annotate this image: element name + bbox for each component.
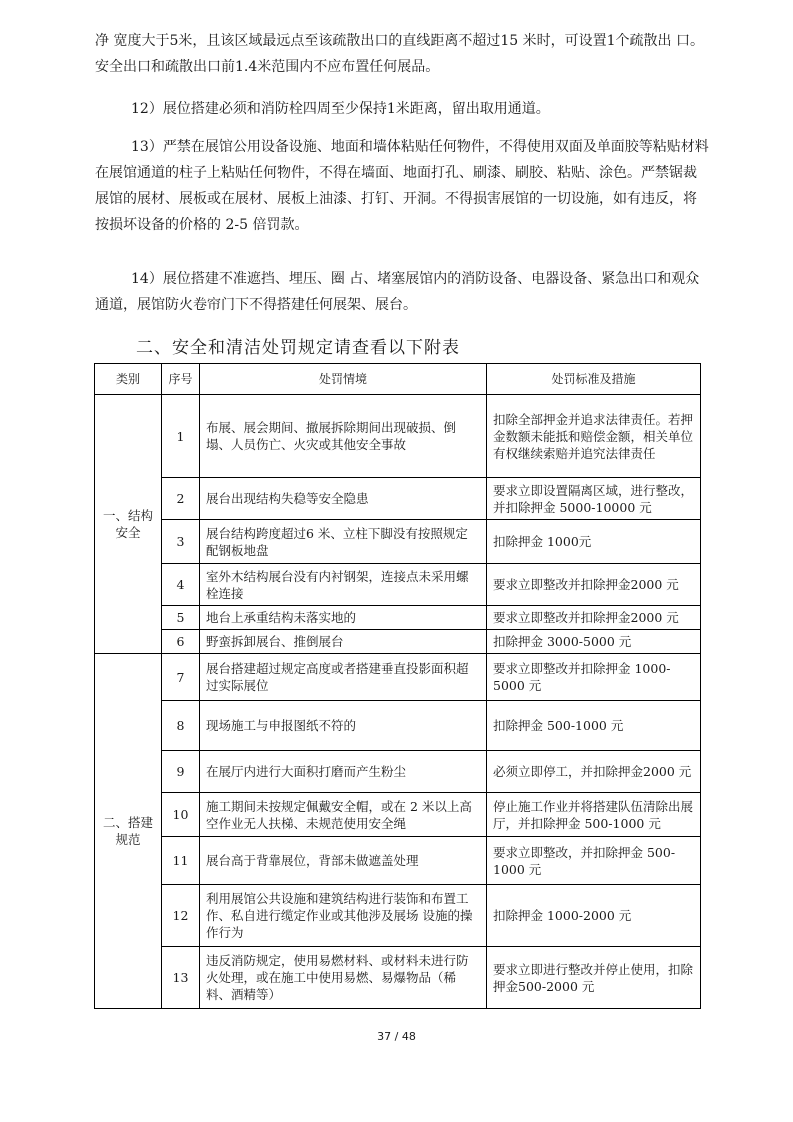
table-row bbox=[95, 654, 701, 701]
row-number: 5 bbox=[162, 606, 200, 630]
table-row bbox=[95, 606, 701, 630]
table-row bbox=[95, 885, 701, 947]
row-number: 6 bbox=[162, 630, 200, 654]
category-structural-safety: 一、结构安全 bbox=[95, 395, 162, 654]
table-row bbox=[95, 793, 701, 837]
header-category: 类别 bbox=[95, 364, 162, 395]
row-number: 12 bbox=[162, 885, 200, 947]
section-heading: 二、安全和清洁处罚规定请查看以下附表 bbox=[136, 338, 460, 358]
row-situation: 利用展馆公共设施和建筑结构进行装饰和布置工作、私自进行缆定作业或其他涉及展场 设施的操作行为 bbox=[200, 885, 487, 947]
row-penalty: 必须立即停工，并扣除押金2000 元 bbox=[487, 751, 701, 793]
row-situation: 室外木结构展台没有内衬钢架，连接点未采用螺栓连接 bbox=[200, 564, 487, 606]
page-number: 37 / 48 bbox=[377, 1030, 416, 1043]
table-row bbox=[95, 478, 701, 520]
row-penalty: 要求立即整改并扣除押金2000 元 bbox=[487, 606, 701, 630]
table-row bbox=[95, 630, 701, 654]
row-number: 7 bbox=[162, 654, 200, 701]
table-row bbox=[95, 751, 701, 793]
table-row bbox=[95, 395, 701, 478]
row-situation: 在展厅内进行大面积打磨而产生粉尘 bbox=[200, 751, 487, 793]
row-situation: 展台结构跨度超过6 米、立柱下脚没有按照规定配钢板地盘 bbox=[200, 520, 487, 564]
paragraph-item-12: 12）展位搭建必须和消防栓四周至少保持1米距离，留出取用通道。 bbox=[131, 101, 550, 117]
table-row bbox=[95, 520, 701, 564]
row-number: 11 bbox=[162, 837, 200, 885]
table-row bbox=[95, 564, 701, 606]
row-situation: 施工期间未按规定佩戴安全帽，或在 2 米以上高空作业无人扶梯、未规范使用安全绳 bbox=[200, 793, 487, 837]
row-penalty: 要求立即整改并扣除押金 1000-5000 元 bbox=[487, 654, 701, 701]
header-penalty: 处罚标准及措施 bbox=[487, 364, 701, 395]
row-situation: 展台出现结构失稳等安全隐患 bbox=[200, 478, 487, 520]
row-situation: 地台上承重结构未落实地的 bbox=[200, 606, 487, 630]
row-situation: 野蛮拆卸展台、推倒展台 bbox=[200, 630, 487, 654]
row-penalty: 停止施工作业并将搭建队伍清除出展厅，并扣除押金 500-1000 元 bbox=[487, 793, 701, 837]
row-number: 13 bbox=[162, 947, 200, 1009]
header-situation: 处罚情境 bbox=[200, 364, 487, 395]
table-row bbox=[95, 701, 701, 751]
row-penalty: 要求立即整改，并扣除押金 500-1000 元 bbox=[487, 837, 701, 885]
row-situation: 展台高于背靠展位，背部未做遮盖处理 bbox=[200, 837, 487, 885]
paragraph-fire-exit: 净 宽度大于5米，且该区域最远点至该疏散出口的直线距离不超过15 米时，可设置1个疏散出 口。安全出口和疏散出口前1.4米范围内不应布置任何展品。 bbox=[95, 33, 704, 75]
row-penalty: 扣除全部押金并追求法律责任。若押金数额未能抵和赔偿金额，相关单位有权继续索赔并追究法律责任 bbox=[487, 395, 701, 478]
row-penalty: 要求立即整改并扣除押金2000 元 bbox=[487, 564, 701, 606]
paragraph-item-13: 13）严禁在展馆公用设备设施、地面和墙体粘贴任何物件，不得使用双面及单面胶等粘贴材料在展馆通道的柱子上粘贴任何物件，不得在墙面、地面打孔、刷漆、刷胶、粘贴、涂色。严禁锯裁展馆的展材、展板或在展材、展板上油漆、打钉、开洞。不得损害展馆的一切设施，如有违反，将按损坏设备的价格的 2-5 倍罚款。 bbox=[95, 139, 709, 233]
row-number: 9 bbox=[162, 751, 200, 793]
row-penalty: 扣除押金 500-1000 元 bbox=[487, 701, 701, 751]
row-number: 1 bbox=[162, 395, 200, 478]
row-number: 3 bbox=[162, 520, 200, 564]
table-header-row bbox=[95, 364, 701, 395]
penalty-table bbox=[94, 363, 701, 1009]
row-situation: 违反消防规定，使用易燃材料、或材料未进行防火处理，或在施工中使用易燃、易爆物品（稀料、酒精等） bbox=[200, 947, 487, 1009]
row-situation: 布展、展会期间、撤展拆除期间出现破损、倒塌、人员伤亡、火灾或其他安全事故 bbox=[200, 395, 487, 478]
table-row bbox=[95, 947, 701, 1009]
category-construction-standards: 二、搭建规范 bbox=[95, 654, 162, 1009]
paragraph-item-14: 14）展位搭建不准遮挡、埋压、圈 占、堵塞展馆内的消防设备、电器设备、紧急出口和观众通道，展馆防火卷帘门下不得搭建任何展架、展台。 bbox=[95, 271, 700, 313]
row-penalty: 扣除押金 1000-2000 元 bbox=[487, 885, 701, 947]
table-row bbox=[95, 837, 701, 885]
row-penalty: 要求立即设置隔离区域，进行整改，并扣除押金 5000-10000 元 bbox=[487, 478, 701, 520]
row-number: 10 bbox=[162, 793, 200, 837]
row-number: 4 bbox=[162, 564, 200, 606]
row-number: 8 bbox=[162, 701, 200, 751]
row-situation: 展台搭建超过规定高度或者搭建垂直投影面积超过实际展位 bbox=[200, 654, 487, 701]
header-number: 序号 bbox=[162, 364, 200, 395]
row-number: 2 bbox=[162, 478, 200, 520]
row-penalty: 扣除押金 1000元 bbox=[487, 520, 701, 564]
row-penalty: 要求立即进行整改并停止使用，扣除押金500-2000 元 bbox=[487, 947, 701, 1009]
row-situation: 现场施工与申报图纸不符的 bbox=[200, 701, 487, 751]
row-penalty: 扣除押金 3000-5000 元 bbox=[487, 630, 701, 654]
